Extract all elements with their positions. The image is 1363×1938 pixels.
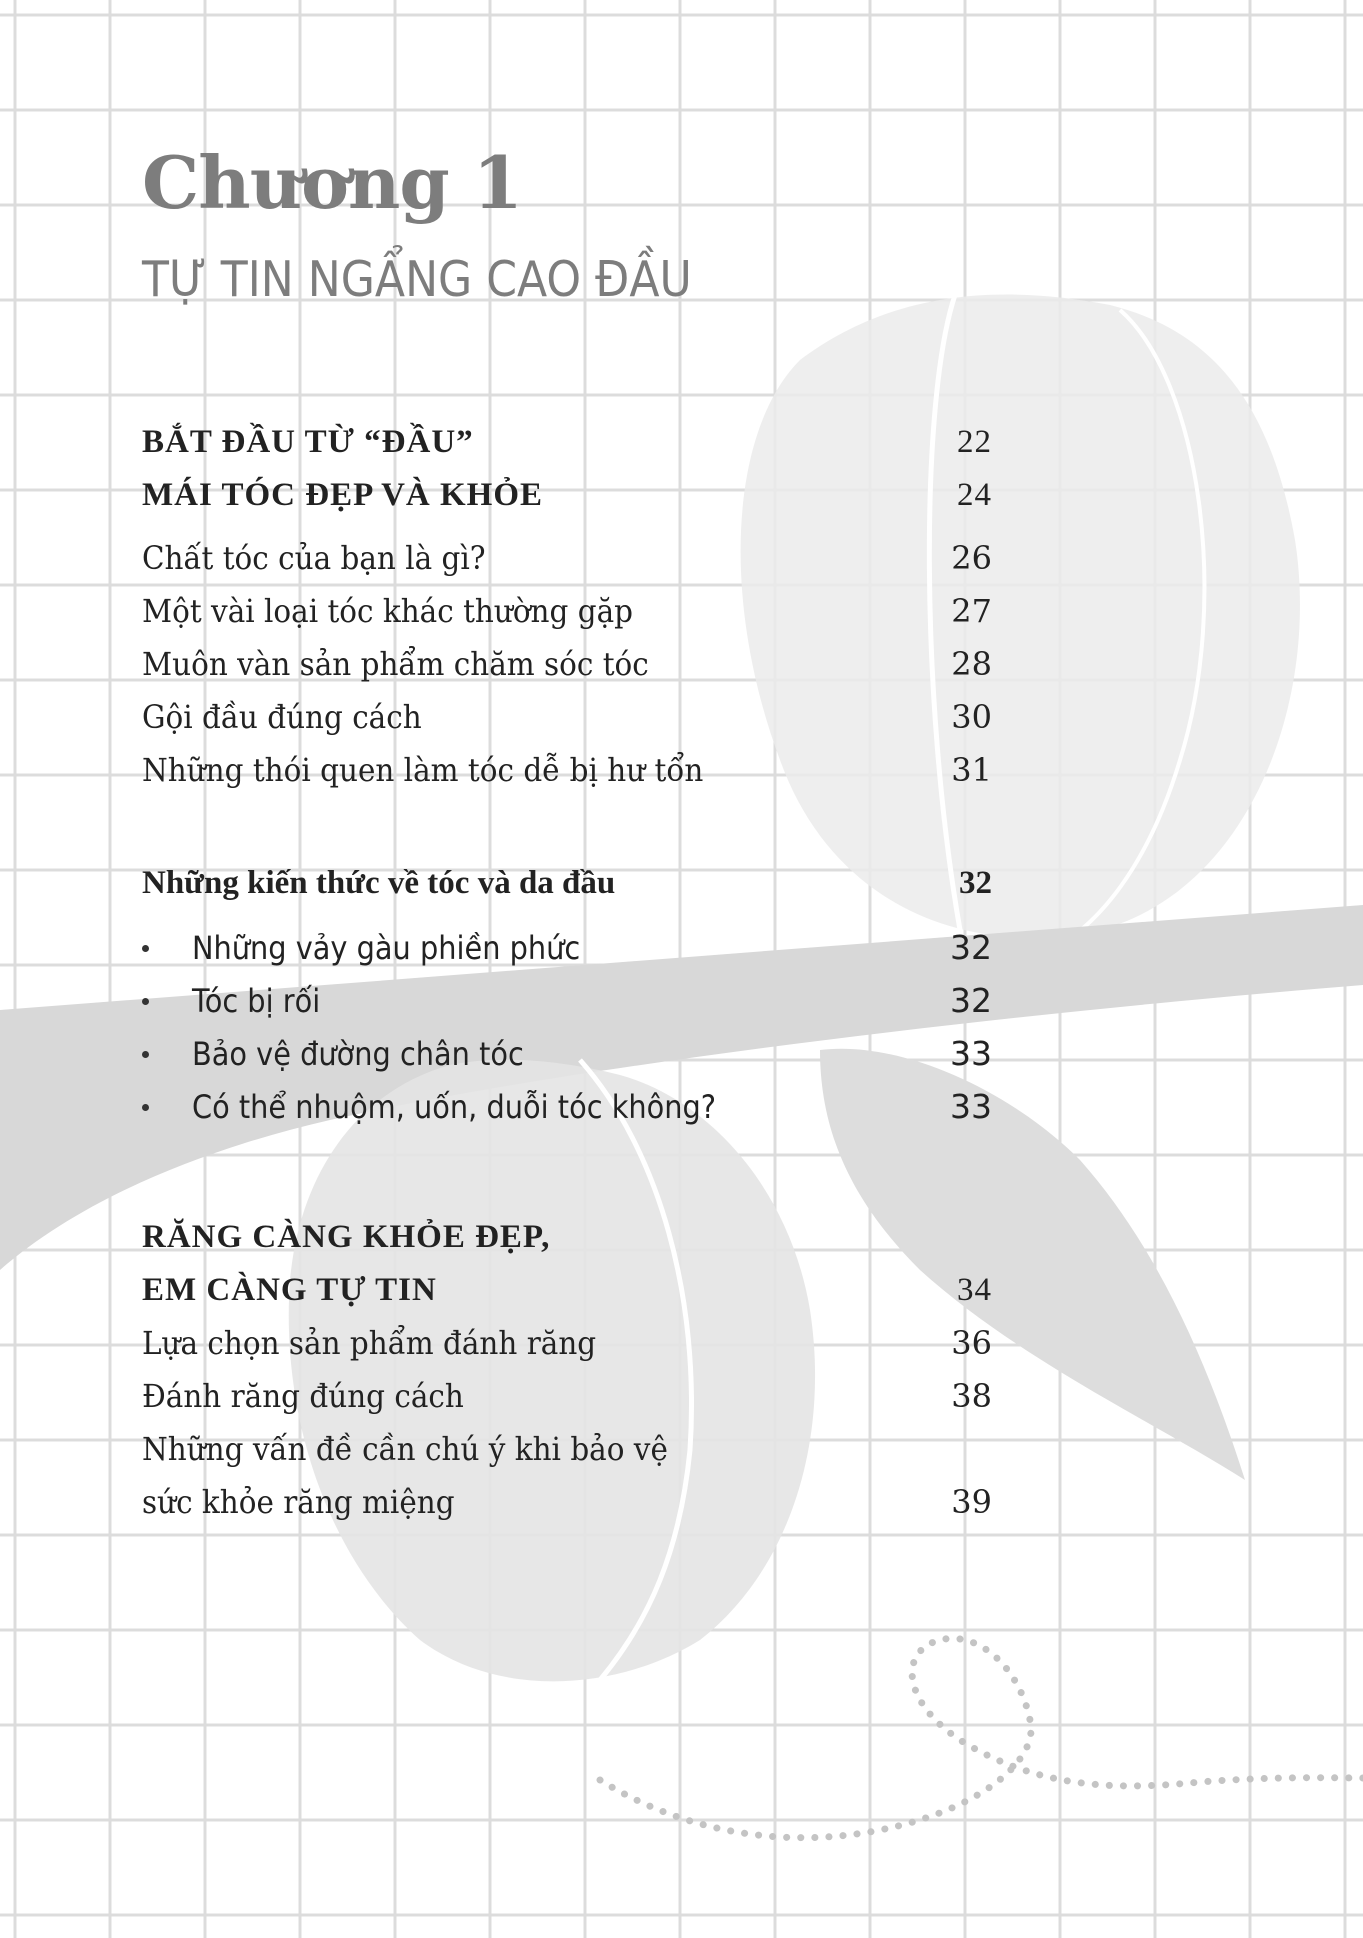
toc-entry-heading[interactable] <box>142 1264 992 1316</box>
bullet-icon <box>142 945 149 952</box>
toc-entry-title: sức khỏe răng miệng <box>142 1483 455 1521</box>
toc-bullet-entry[interactable] <box>142 975 992 1027</box>
bullet-icon <box>142 1104 149 1111</box>
toc-entry-title: MÁI TÓC ĐẸP VÀ KHỎE <box>142 477 543 513</box>
chapter-label: Chương 1 <box>142 140 522 225</box>
toc-entry-title: Muôn vàn sản phẩm chăm sóc tóc <box>142 645 649 683</box>
toc-entry[interactable] <box>142 532 992 584</box>
toc-entry-page: 24 <box>957 477 992 513</box>
toc-entry-page: 38 <box>951 1377 992 1415</box>
toc-entry-title: Những vảy gàu phiền phức <box>192 929 581 967</box>
toc-entry-page: 30 <box>951 698 992 736</box>
toc-bullet-entry[interactable] <box>142 922 992 974</box>
toc-entry[interactable] <box>142 1370 992 1422</box>
toc-entry-page: 26 <box>951 539 992 577</box>
toc-entry-title: EM CÀNG TỰ TIN <box>142 1272 437 1308</box>
toc-entry-page: 31 <box>951 751 992 789</box>
toc-entry[interactable] <box>142 744 992 796</box>
toc-entry[interactable] <box>142 1476 992 1528</box>
toc-entry-page: 27 <box>951 592 992 630</box>
toc-entry-page: 36 <box>951 1324 992 1362</box>
toc-entry-page: 33 <box>950 1087 992 1126</box>
toc-entry-page: 34 <box>957 1272 992 1308</box>
toc-entry-page: 33 <box>950 1034 992 1073</box>
toc-entry-page: 32 <box>959 865 992 901</box>
toc-entry[interactable] <box>142 638 992 690</box>
toc-bullet-entry[interactable] <box>142 1081 992 1133</box>
toc-entry[interactable] <box>142 585 992 637</box>
bullet-icon <box>142 1051 149 1058</box>
toc-entry-subheading[interactable] <box>142 857 992 909</box>
toc-entry-page: 22 <box>957 424 992 460</box>
toc-entry-page: 32 <box>950 981 992 1020</box>
toc-entry-heading[interactable] <box>142 469 992 521</box>
toc-entry-title: Lựa chọn sản phẩm đánh răng <box>142 1324 597 1362</box>
toc-entry[interactable] <box>142 1423 992 1475</box>
toc-entry-title: Gội đầu đúng cách <box>142 698 422 736</box>
toc-bullet-entry[interactable] <box>142 1028 992 1080</box>
toc-entry[interactable] <box>142 1317 992 1369</box>
toc-entry-title: Bảo vệ đường chân tóc <box>192 1035 524 1073</box>
toc-entry-title: Có thể nhuộm, uốn, duỗi tóc không? <box>192 1088 717 1126</box>
toc-entry-title: Một vài loại tóc khác thường gặp <box>142 592 633 630</box>
toc-entry-title: Tóc bị rối <box>192 982 321 1020</box>
toc-entry-title: BẮT ĐẦU TỪ “ĐẦU” <box>142 424 474 460</box>
bullet-icon <box>142 998 149 1005</box>
toc-entry[interactable] <box>142 691 992 743</box>
toc-entry-page: 32 <box>950 928 992 967</box>
chapter-title: TỰ TIN NGẨNG CAO ĐẦU <box>142 251 692 308</box>
toc-entry-title: Chất tóc của bạn là gì? <box>142 539 486 577</box>
toc-entry-heading[interactable] <box>142 1211 992 1263</box>
toc-entry-page: 39 <box>951 1483 992 1521</box>
toc-entry-title: RĂNG CÀNG KHỎE ĐẸP, <box>142 1219 551 1255</box>
toc-entry-title: Đánh răng đúng cách <box>142 1377 464 1415</box>
toc-entry-title: Những vấn đề cần chú ý khi bảo vệ <box>142 1430 668 1468</box>
toc-entry-page: 28 <box>951 645 992 683</box>
toc-entry-heading[interactable] <box>142 416 992 468</box>
toc-entry-title: Những kiến thức về tóc và da đầu <box>142 865 616 901</box>
toc-entry-title: Những thói quen làm tóc dễ bị hư tổn <box>142 751 704 789</box>
